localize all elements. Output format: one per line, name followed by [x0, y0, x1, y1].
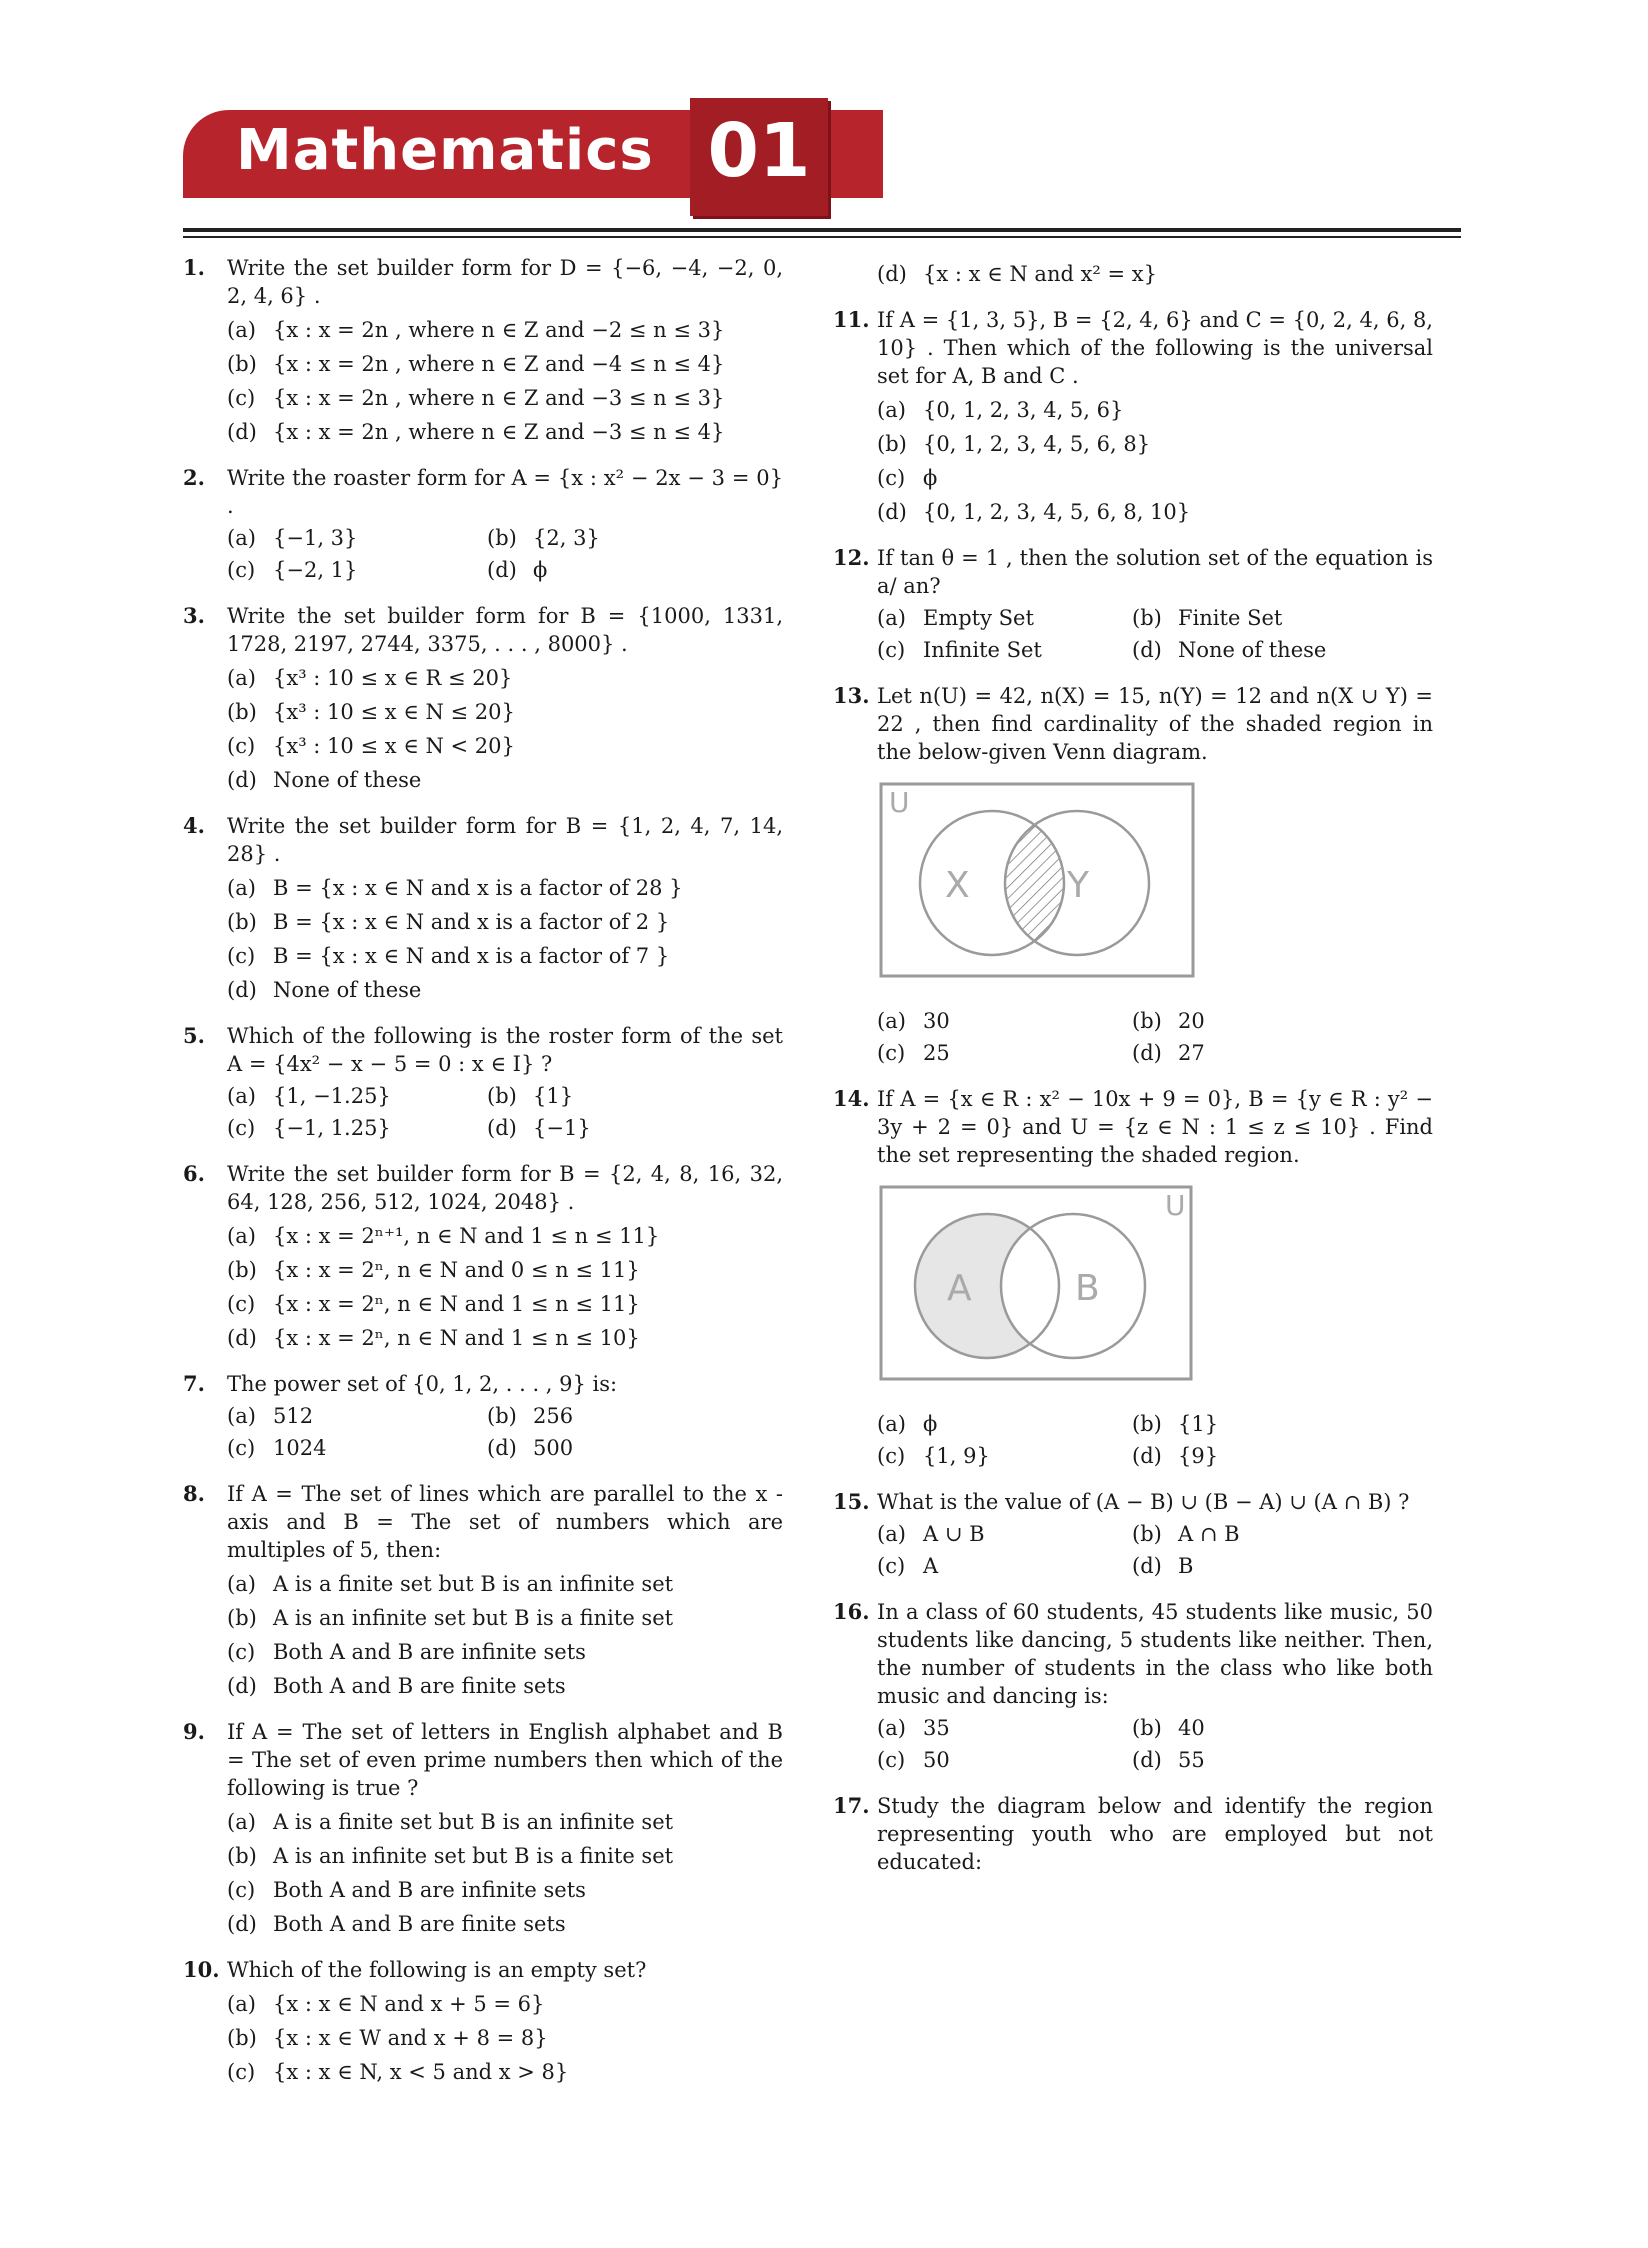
svg-text:U: U — [1165, 1189, 1186, 1222]
option-text: 512 — [273, 1404, 314, 1428]
answer-option[interactable] — [1132, 1552, 1387, 1580]
option-letter: (c) — [227, 1292, 256, 1316]
option-letter: (b) — [227, 352, 257, 376]
option-text: {x³ : 10 ≤ x ∈ N < 20} — [273, 734, 515, 758]
option-text: 30 — [923, 1009, 950, 1033]
option-letter: (a) — [227, 1224, 256, 1248]
question-text: Write the set builder form for B = {2, 4, 8, 16, 32, 64, 128, 256, 512, 1024, 2048} . — [227, 1162, 783, 1214]
answer-option[interactable] — [877, 1746, 1132, 1774]
options-group — [227, 524, 783, 584]
question-number: 7. — [183, 1371, 205, 1396]
option-text: {−1, 1.25} — [273, 1116, 391, 1140]
answer-option[interactable] — [227, 2058, 783, 2086]
question-number: 11. — [833, 307, 870, 332]
options-group — [227, 1082, 783, 1142]
option-text: {0, 1, 2, 3, 4, 5, 6, 8} — [923, 432, 1151, 456]
option-text: 500 — [533, 1436, 574, 1460]
options-group — [877, 1520, 1433, 1580]
answer-option[interactable] — [227, 1434, 487, 1462]
answer-option[interactable] — [227, 418, 783, 446]
option-text: {9} — [1178, 1444, 1219, 1468]
option-letter: (a) — [227, 666, 256, 690]
option-letter: (c) — [877, 1554, 906, 1578]
question-item — [833, 1792, 1433, 1876]
option-letter: (c) — [877, 466, 906, 490]
option-letter: (a) — [227, 1810, 256, 1834]
answer-option[interactable] — [227, 908, 783, 936]
svg-text:B: B — [1075, 1268, 1100, 1309]
option-letter: (a) — [877, 1009, 906, 1033]
answer-option[interactable] — [227, 1604, 783, 1632]
answer-option[interactable] — [227, 1672, 783, 1700]
answer-option[interactable] — [1132, 636, 1387, 664]
answer-option[interactable] — [487, 1434, 747, 1462]
option-text: Both A and B are finite sets — [273, 1674, 566, 1698]
option-letter: (b) — [487, 1404, 517, 1428]
option-text: {x : x = 2n , where n ∈ Z and −3 ≤ n ≤ 3} — [273, 386, 725, 410]
venn-svg — [877, 780, 1197, 980]
answer-option[interactable] — [1132, 1007, 1387, 1035]
option-letter: (d) — [1132, 1748, 1162, 1772]
option-letter: (a) — [877, 1716, 906, 1740]
option-text: {1} — [1178, 1412, 1219, 1436]
svg-text:U: U — [889, 786, 910, 819]
option-letter: (d) — [877, 262, 907, 286]
option-letter: (b) — [227, 1258, 257, 1282]
answer-option[interactable] — [227, 1842, 783, 1870]
option-letter: (a) — [227, 1572, 256, 1596]
answer-option[interactable] — [227, 316, 783, 344]
question-number: 13. — [833, 683, 870, 708]
question-text: The power set of {0, 1, 2, . . . , 9} is: — [227, 1372, 618, 1396]
question-text: If A = {1, 3, 5}, B = {2, 4, 6} and C = {0, 2, 4, 6, 8, 10} . Then which of the following is the universal set for A, B and C . — [877, 308, 1433, 388]
answer-option[interactable] — [227, 942, 783, 970]
options-group — [227, 874, 783, 1004]
answer-option[interactable] — [227, 1910, 783, 1938]
answer-option[interactable] — [227, 384, 783, 412]
option-letter: (c) — [227, 1878, 256, 1902]
question-text: Which of the following is the roster form of the set A = {4x² − x − 5 = 0 : x ∈ I} ? — [227, 1024, 783, 1076]
option-text: 25 — [923, 1041, 950, 1065]
answer-option[interactable] — [487, 556, 747, 584]
option-text: None of these — [1178, 638, 1327, 662]
answer-option[interactable] — [487, 524, 747, 552]
option-letter: (b) — [227, 700, 257, 724]
option-letter: (d) — [487, 1116, 517, 1140]
answer-option[interactable] — [487, 1402, 747, 1430]
option-letter: (c) — [877, 638, 906, 662]
option-text: {x³ : 10 ≤ x ∈ N ≤ 20} — [273, 700, 515, 724]
answer-option[interactable] — [1132, 1520, 1387, 1548]
option-text: {x : x ∈ N and x + 5 = 6} — [273, 1992, 545, 2016]
question-number: 14. — [833, 1086, 870, 1111]
option-text: Finite Set — [1178, 606, 1283, 630]
option-letter: (d) — [227, 978, 257, 1002]
option-letter: (d) — [227, 1326, 257, 1350]
option-text: None of these — [273, 768, 422, 792]
question-text: In a class of 60 students, 45 students like music, 50 students like dancing, 5 students like neither. Then, the number of students in the class who like both music and dancing is: — [877, 1600, 1433, 1708]
svg-text:X: X — [945, 865, 970, 906]
option-letter: (b) — [227, 910, 257, 934]
answer-option[interactable] — [227, 524, 487, 552]
option-letter: (c) — [877, 1041, 906, 1065]
option-text: ϕ — [923, 1412, 938, 1436]
answer-option[interactable] — [227, 1808, 783, 1836]
option-letter: (c) — [227, 558, 256, 582]
question-text: Write the roaster form for A = {x : x² − 2x − 3 = 0} . — [227, 466, 783, 518]
option-text: {x : x ∈ N and x² = x} — [923, 262, 1157, 286]
option-letter: (b) — [487, 1084, 517, 1108]
question-item — [833, 1598, 1433, 1774]
option-text: {1, −1.25} — [273, 1084, 391, 1108]
options-group — [227, 1222, 783, 1352]
answer-option[interactable] — [227, 1082, 487, 1110]
option-text: 35 — [923, 1716, 950, 1740]
answer-option[interactable] — [227, 1402, 487, 1430]
question-text: Which of the following is an empty set? — [227, 1958, 647, 1982]
answer-option[interactable] — [227, 1570, 783, 1598]
question-text: Write the set builder form for B = {1000, 1331, 1728, 2197, 2744, 3375, . . . , 8000} . — [227, 604, 783, 656]
option-text: B = {x : x ∈ N and x is a factor of 7 } — [273, 944, 670, 968]
venn-diagram-ab — [877, 1183, 1433, 1390]
option-letter: (a) — [227, 1404, 256, 1428]
answer-option[interactable] — [1132, 1714, 1387, 1742]
option-text: 50 — [923, 1748, 950, 1772]
option-text: {−2, 1} — [273, 558, 358, 582]
option-letter: (d) — [487, 1436, 517, 1460]
options-group — [227, 1990, 783, 2086]
option-text: 40 — [1178, 1716, 1205, 1740]
header-rule — [183, 228, 1461, 232]
option-text: {x : x ∈ W and x + 8 = 8} — [273, 2026, 548, 2050]
option-letter: (a) — [227, 876, 256, 900]
answer-option[interactable] — [877, 1007, 1132, 1035]
options-group — [227, 316, 783, 446]
question-number: 17. — [833, 1793, 870, 1818]
options-group — [877, 396, 1433, 526]
chapter-title: Mathematics — [236, 118, 654, 183]
answer-option[interactable] — [227, 556, 487, 584]
option-letter: (c) — [227, 1116, 256, 1140]
option-text: {1} — [533, 1084, 574, 1108]
answer-option[interactable] — [227, 1990, 783, 2018]
answer-option[interactable] — [227, 1876, 783, 1904]
option-text: {x : x ∈ N, x < 5 and x > 8} — [273, 2060, 569, 2084]
answer-option[interactable] — [877, 636, 1132, 664]
option-text: {x : x = 2ⁿ⁺¹, n ∈ N and 1 ≤ n ≤ 11} — [273, 1224, 660, 1248]
answer-option[interactable] — [877, 498, 1433, 526]
option-letter: (c) — [227, 734, 256, 758]
answer-option[interactable] — [877, 1039, 1132, 1067]
option-letter: (d) — [877, 500, 907, 524]
option-text: A ∩ B — [1178, 1522, 1240, 1546]
right-column — [833, 254, 1433, 1894]
option-letter: (a) — [227, 1992, 256, 2016]
question-item — [183, 1480, 783, 1700]
option-text: A is a finite set but B is an infinite set — [273, 1810, 674, 1834]
option-letter: (a) — [877, 398, 906, 422]
option-text: {x : x = 2ⁿ, n ∈ N and 0 ≤ n ≤ 11} — [273, 1258, 640, 1282]
option-text: ϕ — [533, 558, 548, 582]
question-text: Let n(U) = 42, n(X) = 15, n(Y) = 12 and n(X ∪ Y) = 22 , then find cardinality of the shaded region in the below-given Venn diagram. — [877, 684, 1433, 764]
question-text: If A = {x ∈ R : x² − 10x + 9 = 0}, B = {y ∈ R : y² − 3y + 2 = 0} and U = {z ∈ N : 1 ≤ z ≤ 10} . Find the set representing the shaded region. — [877, 1087, 1433, 1167]
answer-option[interactable] — [1132, 1410, 1387, 1438]
answer-option[interactable] — [877, 464, 1433, 492]
question-item — [183, 1022, 783, 1142]
answer-option[interactable] — [227, 732, 783, 760]
option-text: 27 — [1178, 1041, 1205, 1065]
option-letter: (c) — [227, 1436, 256, 1460]
option-letter: (c) — [877, 1748, 906, 1772]
option-letter: (b) — [227, 2026, 257, 2050]
option-text: Both A and B are infinite sets — [273, 1640, 586, 1664]
answer-option[interactable] — [1132, 604, 1387, 632]
answer-option[interactable] — [227, 874, 783, 902]
question-item — [183, 602, 783, 794]
answer-option[interactable] — [227, 1114, 487, 1142]
answer-option[interactable] — [487, 1114, 747, 1142]
question-item — [833, 544, 1433, 664]
option-letter: (d) — [1132, 638, 1162, 662]
answer-option[interactable] — [227, 2024, 783, 2052]
option-letter: (a) — [227, 318, 256, 342]
option-text: {x : x = 2ⁿ, n ∈ N and 1 ≤ n ≤ 11} — [273, 1292, 640, 1316]
answer-option[interactable] — [877, 604, 1132, 632]
options-group — [227, 1402, 783, 1462]
option-text: A is an infinite set but B is a finite set — [273, 1844, 674, 1868]
question-number: 10. — [183, 1957, 220, 1982]
option-text: ϕ — [923, 466, 938, 490]
option-letter: (b) — [1132, 1522, 1162, 1546]
question-item — [183, 1718, 783, 1938]
option-text: A is an infinite set but B is a finite set — [273, 1606, 674, 1630]
option-letter: (c) — [877, 1444, 906, 1468]
answer-option[interactable] — [877, 396, 1433, 424]
option-text: Empty Set — [923, 606, 1034, 630]
answer-option[interactable] — [227, 1638, 783, 1666]
answer-option[interactable] — [1132, 1039, 1387, 1067]
option-letter: (d) — [1132, 1554, 1162, 1578]
question-number: 6. — [183, 1161, 205, 1186]
options-group — [877, 1714, 1433, 1774]
option-letter: (d) — [227, 768, 257, 792]
question-item — [183, 254, 783, 446]
answer-option[interactable] — [227, 1290, 783, 1318]
option-letter: (b) — [1132, 606, 1162, 630]
question-text: If A = The set of letters in English alphabet and B = The set of even prime numbers then which of the following is true ? — [227, 1720, 783, 1800]
answer-option[interactable] — [1132, 1746, 1387, 1774]
option-letter: (c) — [227, 1640, 256, 1664]
question-item — [183, 812, 783, 1004]
chapter-number: 01 — [707, 108, 811, 194]
answer-option[interactable] — [487, 1082, 747, 1110]
option-letter: (b) — [487, 526, 517, 550]
option-letter: (b) — [1132, 1716, 1162, 1740]
question-number: 8. — [183, 1481, 205, 1506]
answer-option[interactable] — [877, 1410, 1132, 1438]
question-number: 2. — [183, 465, 205, 490]
option-text: A ∪ B — [923, 1522, 985, 1546]
option-text: Both A and B are infinite sets — [273, 1878, 586, 1902]
option-text: A is a finite set but B is an infinite set — [273, 1572, 674, 1596]
question-item — [183, 1956, 783, 2086]
option-text: {x : x = 2n , where n ∈ Z and −2 ≤ n ≤ 3} — [273, 318, 725, 342]
option-letter: (d) — [227, 1912, 257, 1936]
option-letter: (c) — [227, 386, 256, 410]
option-text: B = {x : x ∈ N and x is a factor of 28 } — [273, 876, 683, 900]
option-letter: (a) — [877, 1522, 906, 1546]
question-text: Study the diagram below and identify the region representing youth who are employed but not educated: — [877, 1794, 1433, 1874]
question-item — [833, 682, 1433, 1067]
question-item — [833, 1085, 1433, 1470]
answer-option[interactable] — [877, 1442, 1132, 1470]
option-text: Both A and B are finite sets — [273, 1912, 566, 1936]
question-item — [833, 306, 1433, 526]
question-item — [833, 260, 1433, 288]
answer-option[interactable] — [227, 698, 783, 726]
question-text: What is the value of (A − B) ∪ (B − A) ∪ (A ∩ B) ? — [877, 1490, 1410, 1514]
options-group — [877, 1410, 1433, 1470]
option-text: None of these — [273, 978, 422, 1002]
svg-text:A: A — [947, 1268, 972, 1309]
option-text: Infinite Set — [923, 638, 1042, 662]
option-text: {0, 1, 2, 3, 4, 5, 6, 8, 10} — [923, 500, 1191, 524]
option-text: {x³ : 10 ≤ x ∈ R ≤ 20} — [273, 666, 513, 690]
question-number: 5. — [183, 1023, 205, 1048]
question-number: 4. — [183, 813, 205, 838]
option-text: B — [1178, 1554, 1194, 1578]
answer-option[interactable] — [877, 260, 1433, 288]
answer-option[interactable] — [227, 350, 783, 378]
question-text: Write the set builder form for D = {−6, −4, −2, 0, 2, 4, 6} . — [227, 256, 783, 308]
question-item — [183, 1370, 783, 1462]
option-text: B = {x : x ∈ N and x is a factor of 2 } — [273, 910, 670, 934]
option-text: {x : x = 2n , where n ∈ Z and −4 ≤ n ≤ 4} — [273, 352, 725, 376]
venn-diagram-xy — [877, 780, 1433, 987]
svg-text:Y: Y — [1067, 865, 1089, 906]
answer-option[interactable] — [877, 1714, 1132, 1742]
option-letter: (d) — [1132, 1041, 1162, 1065]
venn-svg — [877, 1183, 1195, 1383]
answer-option[interactable] — [227, 976, 783, 1004]
option-letter: (a) — [227, 1084, 256, 1108]
answer-option[interactable] — [227, 664, 783, 692]
options-group — [877, 1007, 1433, 1067]
options-group — [877, 604, 1433, 664]
options-group — [877, 260, 1433, 288]
answer-option[interactable] — [877, 1552, 1132, 1580]
option-text: 256 — [533, 1404, 574, 1428]
question-number: 1. — [183, 255, 205, 280]
question-item — [833, 1488, 1433, 1580]
answer-option[interactable] — [877, 1520, 1132, 1548]
question-number: 16. — [833, 1599, 870, 1624]
option-text: {x : x = 2n , where n ∈ Z and −3 ≤ n ≤ 4} — [273, 420, 725, 444]
option-letter: (c) — [227, 944, 256, 968]
question-number: 12. — [833, 545, 870, 570]
header-rule-thin — [183, 236, 1461, 238]
option-letter: (a) — [877, 606, 906, 630]
answer-option[interactable] — [877, 430, 1433, 458]
question-item — [183, 1160, 783, 1352]
option-text: A — [923, 1554, 939, 1578]
answer-option[interactable] — [227, 766, 783, 794]
option-letter: (a) — [877, 1412, 906, 1436]
question-number: 9. — [183, 1719, 205, 1744]
option-letter: (b) — [227, 1844, 257, 1868]
left-column — [183, 254, 783, 2104]
option-letter: (b) — [227, 1606, 257, 1630]
option-letter: (d) — [487, 558, 517, 582]
option-text: 55 — [1178, 1748, 1205, 1772]
option-letter: (b) — [1132, 1009, 1162, 1033]
answer-option[interactable] — [227, 1324, 783, 1352]
question-text: If A = The set of lines which are parallel to the x -axis and B = The set of numbers which are multiples of 5, then: — [227, 1482, 783, 1562]
option-letter: (d) — [1132, 1444, 1162, 1468]
option-text: 20 — [1178, 1009, 1205, 1033]
options-group — [227, 1808, 783, 1938]
option-letter: (b) — [1132, 1412, 1162, 1436]
answer-option[interactable] — [227, 1256, 783, 1284]
question-text: Write the set builder form for B = {1, 2, 4, 7, 14, 28} . — [227, 814, 783, 866]
option-text: {−1} — [533, 1116, 591, 1140]
option-letter: (a) — [227, 526, 256, 550]
question-number: 3. — [183, 603, 205, 628]
answer-option[interactable] — [1132, 1442, 1387, 1470]
option-letter: (c) — [227, 2060, 256, 2084]
option-letter: (b) — [877, 432, 907, 456]
option-letter: (d) — [227, 420, 257, 444]
option-text: {1, 9} — [923, 1444, 990, 1468]
question-text: If tan θ = 1 , then the solution set of the equation is a/ an? — [877, 546, 1433, 598]
option-text: 1024 — [273, 1436, 327, 1460]
question-number: 15. — [833, 1489, 870, 1514]
option-letter: (d) — [227, 1674, 257, 1698]
options-group — [227, 664, 783, 794]
answer-option[interactable] — [227, 1222, 783, 1250]
option-text: {−1, 3} — [273, 526, 358, 550]
option-text: {2, 3} — [533, 526, 600, 550]
options-group — [227, 1570, 783, 1700]
option-text: {x : x = 2ⁿ, n ∈ N and 1 ≤ n ≤ 10} — [273, 1326, 640, 1350]
question-item — [183, 464, 783, 584]
option-text: {0, 1, 2, 3, 4, 5, 6} — [923, 398, 1124, 422]
